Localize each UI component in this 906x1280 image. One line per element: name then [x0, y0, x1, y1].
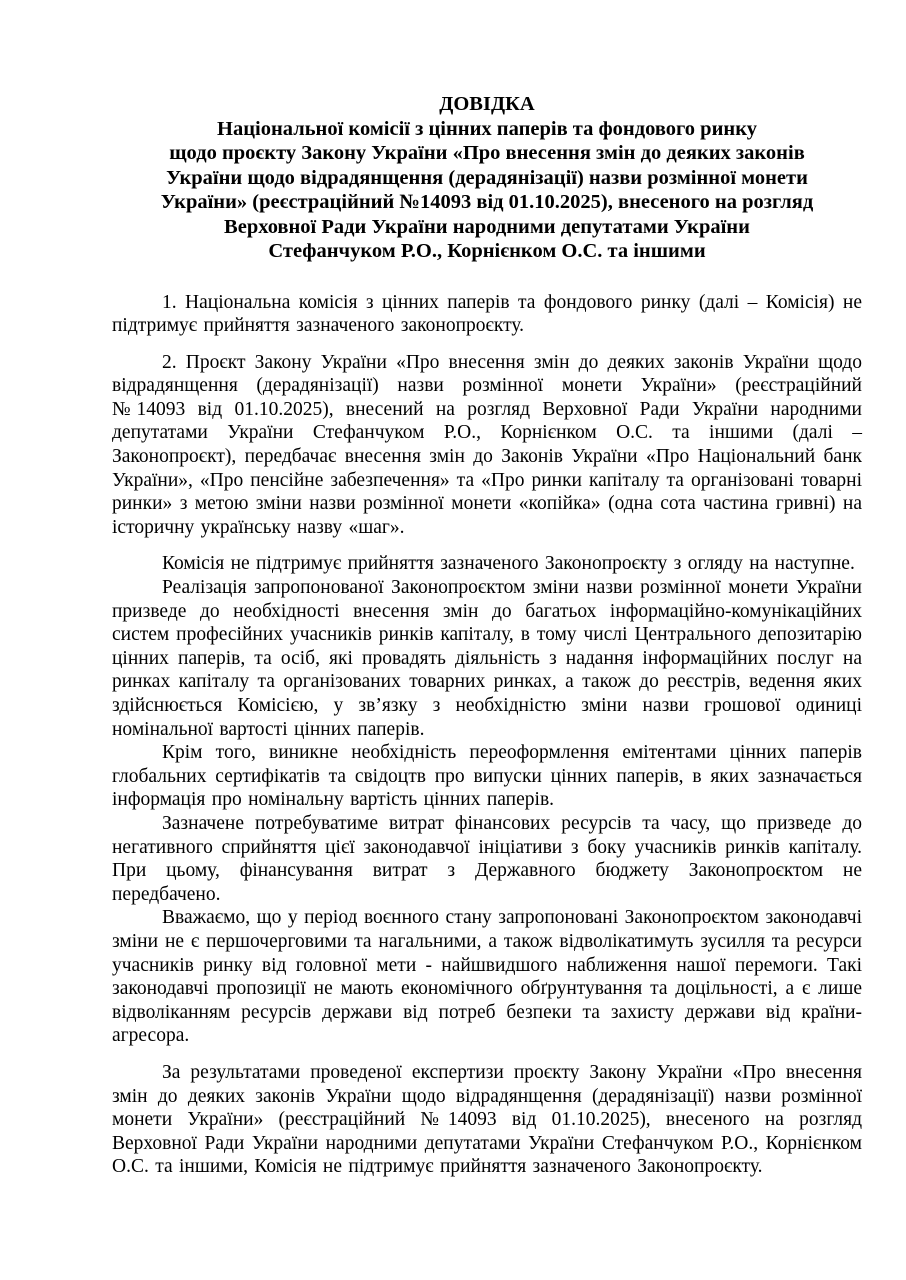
paragraph-6: Зазначене потребуватиме витрат фінансових ресурсів та часу, що призведе до негативного сприйняття цієї законодавчої ініціативи з боку учасників ринків капіталу. При цьому, фінансування витрат з Державного бюджету Законопроєктом не передбачено.	[112, 812, 862, 905]
title-line: щодо проєкту Закону України «Про внесення змін до деяких законів	[169, 142, 805, 164]
document-content	[112, 92, 862, 1179]
title-line-dovidka: ДОВІДКА	[439, 93, 535, 115]
paragraph-4: Реалізація запропонованої Законопроєктом зміни назви розмінної монети України призведе до необхідності внесення змін до багатьох інформаційно-комунікаційних систем професійних учасників ринків капіталу, в тому числі Центрального депозитарію цінних паперів, та осіб, які провадять діяльність з надання інформаційних послуг на ринках капіталу та організованих товарних ринках, а також до реєстрів, ведення яких здійснюється Комісією, у зв’язку з необхідністю зміни назви грошової одиниці номінальної вартості цінних паперів.	[112, 577, 862, 740]
title-line: України щодо відрадянщення (дерадянізації) назви розмінної монети	[166, 166, 808, 189]
document-title	[112, 92, 862, 264]
paragraph-2: 2. Проєкт Закону України «Про внесення змін до деяких законів України щодо відрадянщення (дерадянізації) назви розмінної монети України» (реєстраційний №14093 від 01.10.2025), внесений на розгляд Верховної Ради України народними депутатами України Стефанчуком Р.О., Корнієнком О.С. та іншими (далі – Законопроєкт), передбачає внесення змін до Законів України «Про Національний банк України», «Про пенсійне забезпечення» та «Про ринки капіталу та організовані товарні ринки» з метою зміни назви розмінної монети «копійка» (одна сота частина гривні) на історичну українську назву «шаг».	[112, 351, 862, 538]
paragraph-1: 1. Національна комісія з цінних паперів та фондового ринку (далі – Комісія) не підтримує прийняття зазначеного законопроєкту.	[112, 291, 862, 337]
paragraph-7: Вважаємо, що у період воєнного стану запропоновані Законопроєктом законодавчі зміни не є першочерговими та нагальними, а також відволікатимуть зусилля та ресурси учасників ринку від головної мети - найшвидшого наближення нашої перемоги. Такі законодавчі пропозиції не мають економічного обґрунтування та доцільності, а є лише відволіканням ресурсів держави від потреб безпеки та захисту держави від країни-агресора.	[112, 907, 862, 1047]
title-line: України» (реєстраційний №14093 від 01.10.2025), внесеного на розгляд	[160, 191, 814, 213]
title-line: Верховної Ради України народними депутатами України	[224, 215, 750, 238]
paragraph-8: За результатами проведеної експертизи проєкту Закону України «Про внесення змін до деяких законів України щодо відрадянщення (дерадянізації) назви розмінної монети України» (реєстраційний №14093 від 01.10.2025), внесеного на розгляд Верховної Ради України народними депутатами України Стефанчуком Р.О., Корнієнком О.С. та іншими, Комісія не підтримує прийняття зазначеного Законопроєкту.	[112, 1061, 862, 1178]
title-line: Стефанчуком Р.О., Корнієнком О.С. та іншими	[268, 240, 706, 262]
title-line: Національної комісії з цінних паперів та фондового ринку	[217, 117, 757, 140]
paragraph-3: Комісія не підтримує прийняття зазначеного Законопроєкту з огляду на наступне.	[162, 553, 855, 575]
paragraph-5: Крім того, виникне необхідність переоформлення емітентами цінних паперів глобальних сертифікатів та свідоцтв про випуски цінних паперів, в яких зазначається інформація про номінальну вартість цінних паперів.	[112, 742, 862, 811]
